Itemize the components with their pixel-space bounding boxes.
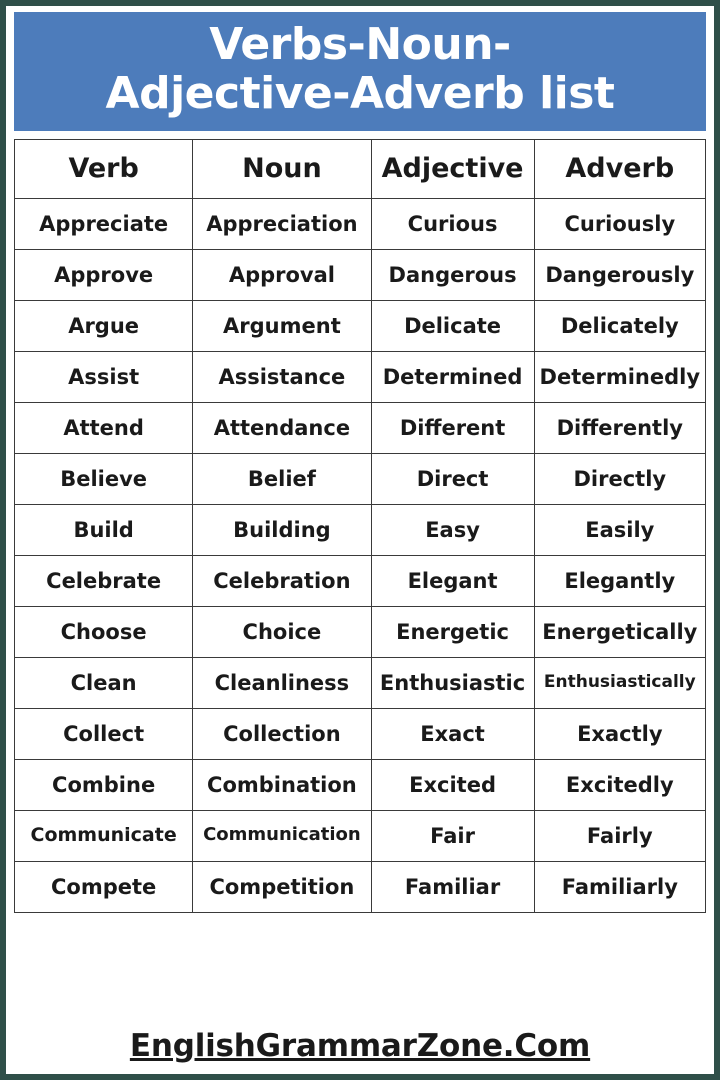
column-header-noun: Noun [193,139,371,198]
cell-noun: Celebration [193,555,371,606]
cell-adverb: Energetically [534,606,705,657]
cell-noun: Attendance [193,402,371,453]
word-table-container [14,139,706,1019]
cell-adverb: Dangerously [534,249,705,300]
table-row [15,810,706,861]
table-header-row [15,139,706,198]
cell-verb: Choose [15,606,193,657]
cell-adjective: Enthusiastic [371,657,534,708]
cell-adjective: Determined [371,351,534,402]
cell-noun: Choice [193,606,371,657]
column-header-adjective: Adjective [371,139,534,198]
cell-adverb: Elegantly [534,555,705,606]
cell-adverb: Fairly [534,810,705,861]
table-body [15,198,706,912]
table-row [15,402,706,453]
cell-adverb: Excitedly [534,759,705,810]
cell-noun: Building [193,504,371,555]
cell-verb: Clean [15,657,193,708]
cell-verb: Appreciate [15,198,193,249]
cell-noun: Belief [193,453,371,504]
cell-verb: Communicate [15,810,193,861]
cell-verb: Compete [15,861,193,912]
cell-noun: Argument [193,300,371,351]
column-header-adverb: Adverb [534,139,705,198]
table-row [15,555,706,606]
cell-verb: Build [15,504,193,555]
table-row [15,453,706,504]
table-row [15,504,706,555]
table-row [15,708,706,759]
cell-verb: Combine [15,759,193,810]
cell-verb: Argue [15,300,193,351]
site-footer: EnglishGrammarZone.Com [129,1028,591,1064]
cell-adverb: Curiously [534,198,705,249]
cell-adjective: Different [371,402,534,453]
table-row [15,759,706,810]
cell-adjective: Curious [371,198,534,249]
cell-adverb: Enthusiastically [534,657,705,708]
table-row [15,198,706,249]
cell-adjective: Easy [371,504,534,555]
table-row [15,351,706,402]
cell-noun: Combination [193,759,371,810]
page-title-line-1: Verbs-Noun- [209,19,511,70]
cell-verb: Assist [15,351,193,402]
cell-adjective: Familiar [371,861,534,912]
cell-verb: Celebrate [15,555,193,606]
cell-adjective: Dangerous [371,249,534,300]
cell-adverb: Determinedly [534,351,705,402]
cell-adverb: Directly [534,453,705,504]
cell-adverb: Differently [534,402,705,453]
cell-adverb: Delicately [534,300,705,351]
column-header-verb: Verb [15,139,193,198]
cell-adverb: Easily [534,504,705,555]
page-title-line-2: Adjective-Adverb list [105,68,615,120]
cell-noun: Appreciation [193,198,371,249]
table-row [15,300,706,351]
table-row [15,606,706,657]
cell-adjective: Energetic [371,606,534,657]
table-row [15,249,706,300]
cell-verb: Believe [15,453,193,504]
cell-verb: Approve [15,249,193,300]
table-header [15,139,706,198]
page-title [14,12,706,131]
cell-noun: Approval [193,249,371,300]
cell-adjective: Exact [371,708,534,759]
word-table [14,139,706,913]
cell-adjective: Direct [371,453,534,504]
cell-adjective: Delicate [371,300,534,351]
table-row [15,861,706,912]
cell-verb: Attend [15,402,193,453]
cell-noun: Collection [193,708,371,759]
cell-adverb: Exactly [534,708,705,759]
table-row [15,657,706,708]
cell-adjective: Excited [371,759,534,810]
cell-adjective: Elegant [371,555,534,606]
cell-noun: Competition [193,861,371,912]
cell-adverb: Familiarly [534,861,705,912]
cell-noun: Assistance [193,351,371,402]
cell-noun: Communication [193,810,371,861]
cell-adjective: Fair [371,810,534,861]
cell-noun: Cleanliness [193,657,371,708]
cell-verb: Collect [15,708,193,759]
